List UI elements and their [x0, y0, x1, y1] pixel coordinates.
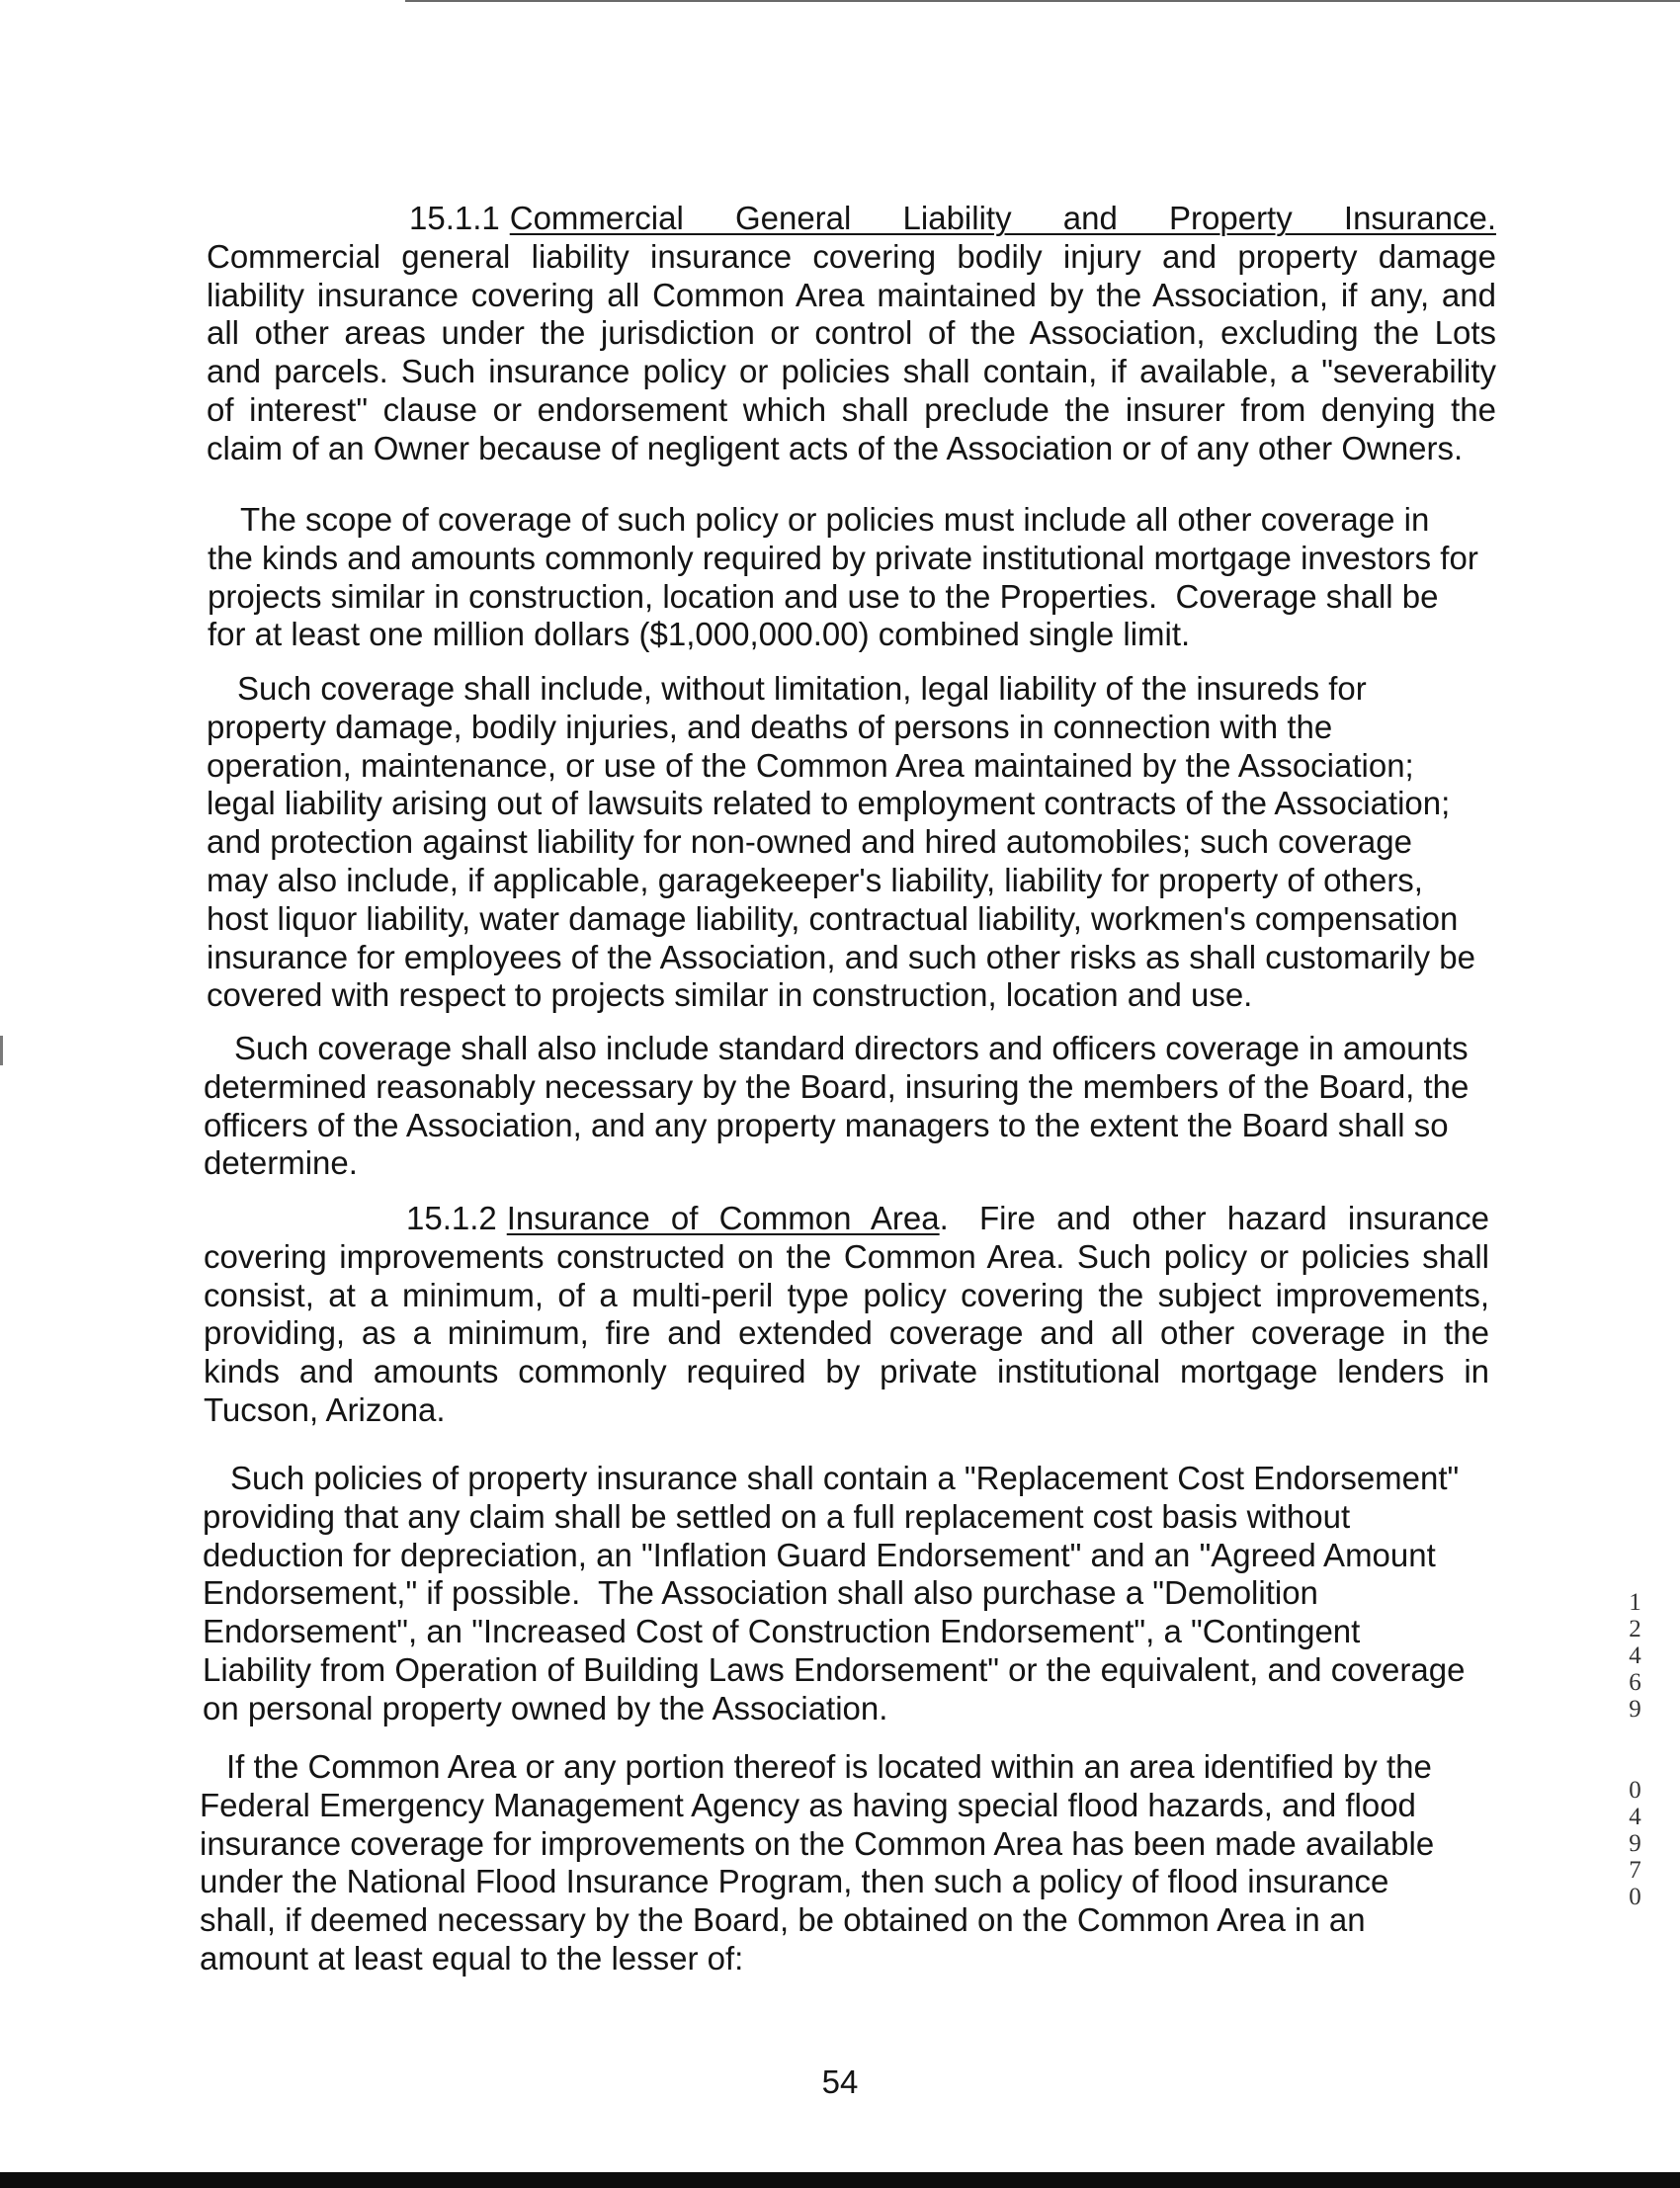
section-first-line-text: Fire and other hazard insurance	[979, 1200, 1489, 1236]
text-line: kinds and amounts commonly required by private institutional mortgage lenders in	[204, 1353, 1489, 1390]
section-number: 15.1.2	[406, 1200, 497, 1236]
text-line: of interest" clause or endorsement which shall preclude the insurer from denying the	[207, 390, 1496, 428]
text-line: Such policies of property insurance shall contain a "Replacement Cost Endorsement"	[230, 1460, 1460, 1496]
text-line: for at least one million dollars ($1,000,000.00) combined single limit.	[208, 616, 1191, 653]
text-line: Federal Emergency Management Agency as having special flood hazards, and flood	[200, 1786, 1416, 1823]
text-line: amount at least equal to the lesser of:	[200, 1939, 744, 1977]
scan-edge-top	[405, 0, 1680, 2]
text-line: projects similar in construction, location and use to the Properties. Coverage shall be	[208, 577, 1439, 615]
text-line: all other areas under the jurisdiction or control of the Association, excluding the Lots	[207, 314, 1496, 352]
text-line: Such coverage shall include, without limitation, legal liability of the insureds for	[237, 670, 1367, 707]
text-line: operation, maintenance, or use of the Common Area maintained by the Association;	[207, 746, 1414, 784]
text-line: liability insurance covering all Common Area maintained by the Association, if any, and	[207, 276, 1496, 313]
text-line: The scope of coverage of such policy or policies must include all other coverage in	[240, 501, 1430, 538]
text-line: may also include, if applicable, garagekeeper's liability, liability for property of others,	[207, 861, 1423, 898]
text-line: the kinds and amounts commonly required by private institutional mortgage investors for	[208, 539, 1478, 576]
section-heading: Commercial General Liability and Property Insurance.	[509, 200, 1496, 236]
scan-edge-bottom	[0, 2172, 1680, 2188]
text-line: Liability from Operation of Building Laws Endorsement" or the equivalent, and coverage	[203, 1650, 1466, 1688]
text-line: covering improvements constructed on the Common Area. Such policy or policies shall	[204, 1237, 1489, 1275]
text-line: Commercial general liability insurance covering bodily injury and property damage	[207, 237, 1496, 275]
text-line: insurance coverage for improvements on the Common Area has been made available	[200, 1824, 1435, 1862]
text-line: property damage, bodily injuries, and deaths of persons in connection with the	[207, 708, 1333, 745]
text-line: and protection against liability for non-owned and hired automobiles; such coverage	[207, 823, 1412, 861]
directors-officers-coverage-paragraph	[204, 1030, 1469, 1183]
text-line: determine.	[204, 1144, 358, 1182]
text-line: host liquor liability, water damage liability, contractual liability, workmen's compensation	[207, 899, 1459, 937]
text-line: deduction for depreciation, an "Inflation Guard Endorsement" and an "Agreed Amount	[203, 1536, 1436, 1573]
text-line: Endorsement," if possible. The Association shall also purchase a "Demolition	[203, 1574, 1318, 1612]
text-line: determined reasonably necessary by the Board, insuring the members of the Board, the	[204, 1067, 1470, 1105]
coverage-inclusions-paragraph	[207, 670, 1475, 1015]
section-heading-period: .	[939, 1200, 949, 1236]
text-line: Such coverage shall also include standard directors and officers coverage in amounts	[234, 1030, 1469, 1066]
text-line: officers of the Association, and any property managers to the extent the Board shall so	[204, 1106, 1449, 1143]
text-line: covered with respect to projects similar in construction, location and use.	[207, 976, 1253, 1014]
section-heading: Insurance of Common Area	[506, 1200, 940, 1236]
scan-edge-mark-left	[0, 1036, 3, 1065]
text-line: Endorsement", an "Increased Cost of Construction Endorsement", a "Contingent	[203, 1613, 1361, 1650]
scope-of-coverage-paragraph	[208, 501, 1478, 654]
section-heading-line	[204, 1200, 1489, 1238]
section-heading-line	[207, 200, 1496, 238]
margin-recording-number-part2: 04970	[1622, 1777, 1648, 1910]
text-line: on personal property owned by the Association.	[203, 1689, 888, 1726]
text-line: providing that any claim shall be settled on a full replacement cost basis without	[203, 1497, 1351, 1535]
text-line: under the National Flood Insurance Program, then such a policy of flood insurance	[200, 1863, 1389, 1900]
flood-insurance-paragraph	[200, 1748, 1434, 1978]
section-15-1-2-paragraph	[204, 1200, 1489, 1430]
text-line: If the Common Area or any portion thereof is located within an area identified by the	[226, 1748, 1432, 1785]
text-line: claim of an Owner because of negligent acts of the Association or of any other Owners.	[207, 429, 1464, 466]
margin-recording-number-part1: 12469	[1622, 1589, 1648, 1723]
section-heading-line-content	[507, 1200, 1489, 1238]
text-line: insurance for employees of the Association, and such other risks as shall customarily be	[207, 938, 1475, 975]
text-line: and parcels. Such insurance policy or policies shall contain, if available, a "severability	[207, 353, 1496, 390]
text-line: Tucson, Arizona.	[204, 1390, 446, 1428]
text-line: shall, if deemed necessary by the Board, be obtained on the Common Area in an	[200, 1901, 1366, 1939]
property-insurance-endorsements-paragraph	[203, 1460, 1465, 1728]
section-15-1-1-paragraph	[207, 200, 1496, 468]
page-number: 54	[821, 2063, 859, 2100]
text-line: providing, as a minimum, fire and extended coverage and all other coverage in the	[204, 1314, 1489, 1352]
text-line: legal liability arising out of lawsuits related to employment contracts of the Association;	[207, 785, 1451, 822]
section-number: 15.1.1	[409, 200, 500, 236]
text-line: consist, at a minimum, of a multi-peril type policy covering the subject improvements,	[204, 1276, 1489, 1313]
